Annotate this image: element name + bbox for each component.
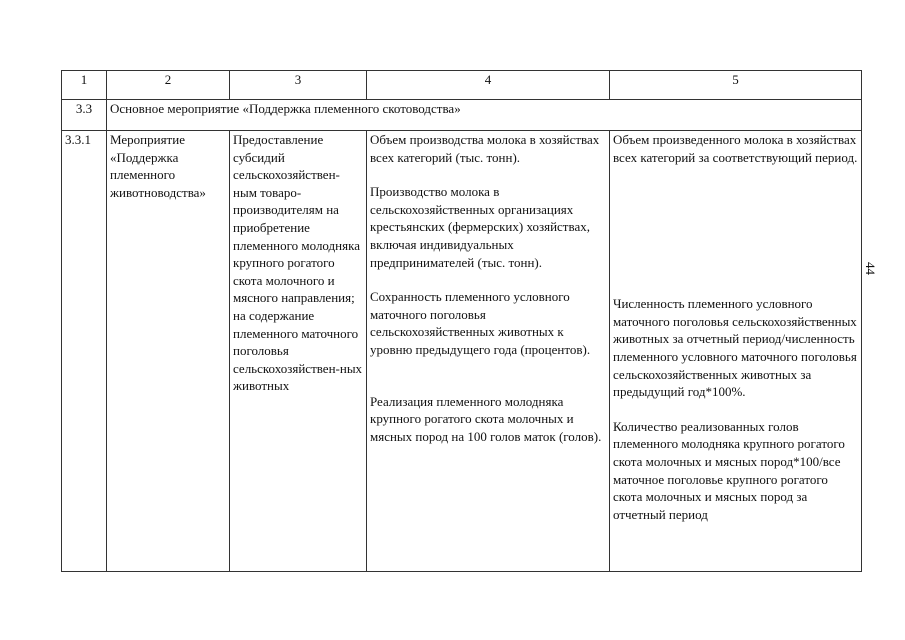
column-header: 2 (107, 71, 230, 100)
section-row (62, 100, 862, 131)
method-text: Количество реализованных голов племенного молодняка крупного рогатого скота молочных и мясных пород*100/все маточное поголовье крупного рогатого скота молочных и мясных пород за отчетный период (613, 418, 845, 522)
column-header: 5 (610, 71, 862, 100)
row-number: 3.3.1 (62, 131, 107, 572)
section-title: Основное мероприятие «Поддержка племенного скотоводства» (107, 100, 862, 131)
column-header: 3 (230, 71, 367, 100)
section-number: 3.3 (62, 100, 107, 131)
indicator-text: Производство молока в сельскохозяйственных организациях крестьянских (фермерских) хозяйствах, включая индивидуальных предпринимателей (тыс. тонн). (370, 184, 590, 270)
column-header: 4 (367, 71, 610, 100)
methods-cell (610, 131, 862, 572)
indicators-cell (367, 131, 610, 572)
page-number: 44 (863, 262, 878, 275)
measure-description: Предоставление субсидий сельскохозяйствен-ным товаро-производителям на приобретение племенного молодняка крупного рогатого скота молочного и мясного направления; на содержание племенного маточного поголовья сельскохозяйствен-ных животных (230, 131, 367, 572)
method-text: Объем произведенного молока в хозяйствах всех категорий за соответствующий период. (613, 132, 858, 165)
table-header-row (62, 71, 862, 100)
indicator-text: Объем производства молока в хозяйствах всех категорий (тыс. тонн). (370, 132, 600, 165)
method-text: Численность племенного условного маточного поголовья сельскохозяйственных животных за отчетный период/численность племенного условного маточного поголовья сельскохозяйственных животных за предыдущий год*100%. (613, 296, 857, 400)
measure-name: Мероприятие «Поддержка племенного животноводства» (107, 131, 230, 572)
indicator-text: Реализация племенного молодняка крупного рогатого скота молочных и мясных пород на 100 голов маток (голов). (370, 393, 602, 444)
indicator-text: Сохранность племенного условного маточного поголовья сельскохозяйственных животных к уровню предыдущего года (процентов). (370, 289, 591, 357)
indicators-table (61, 70, 862, 572)
table-row (62, 131, 862, 572)
column-header: 1 (62, 71, 107, 100)
